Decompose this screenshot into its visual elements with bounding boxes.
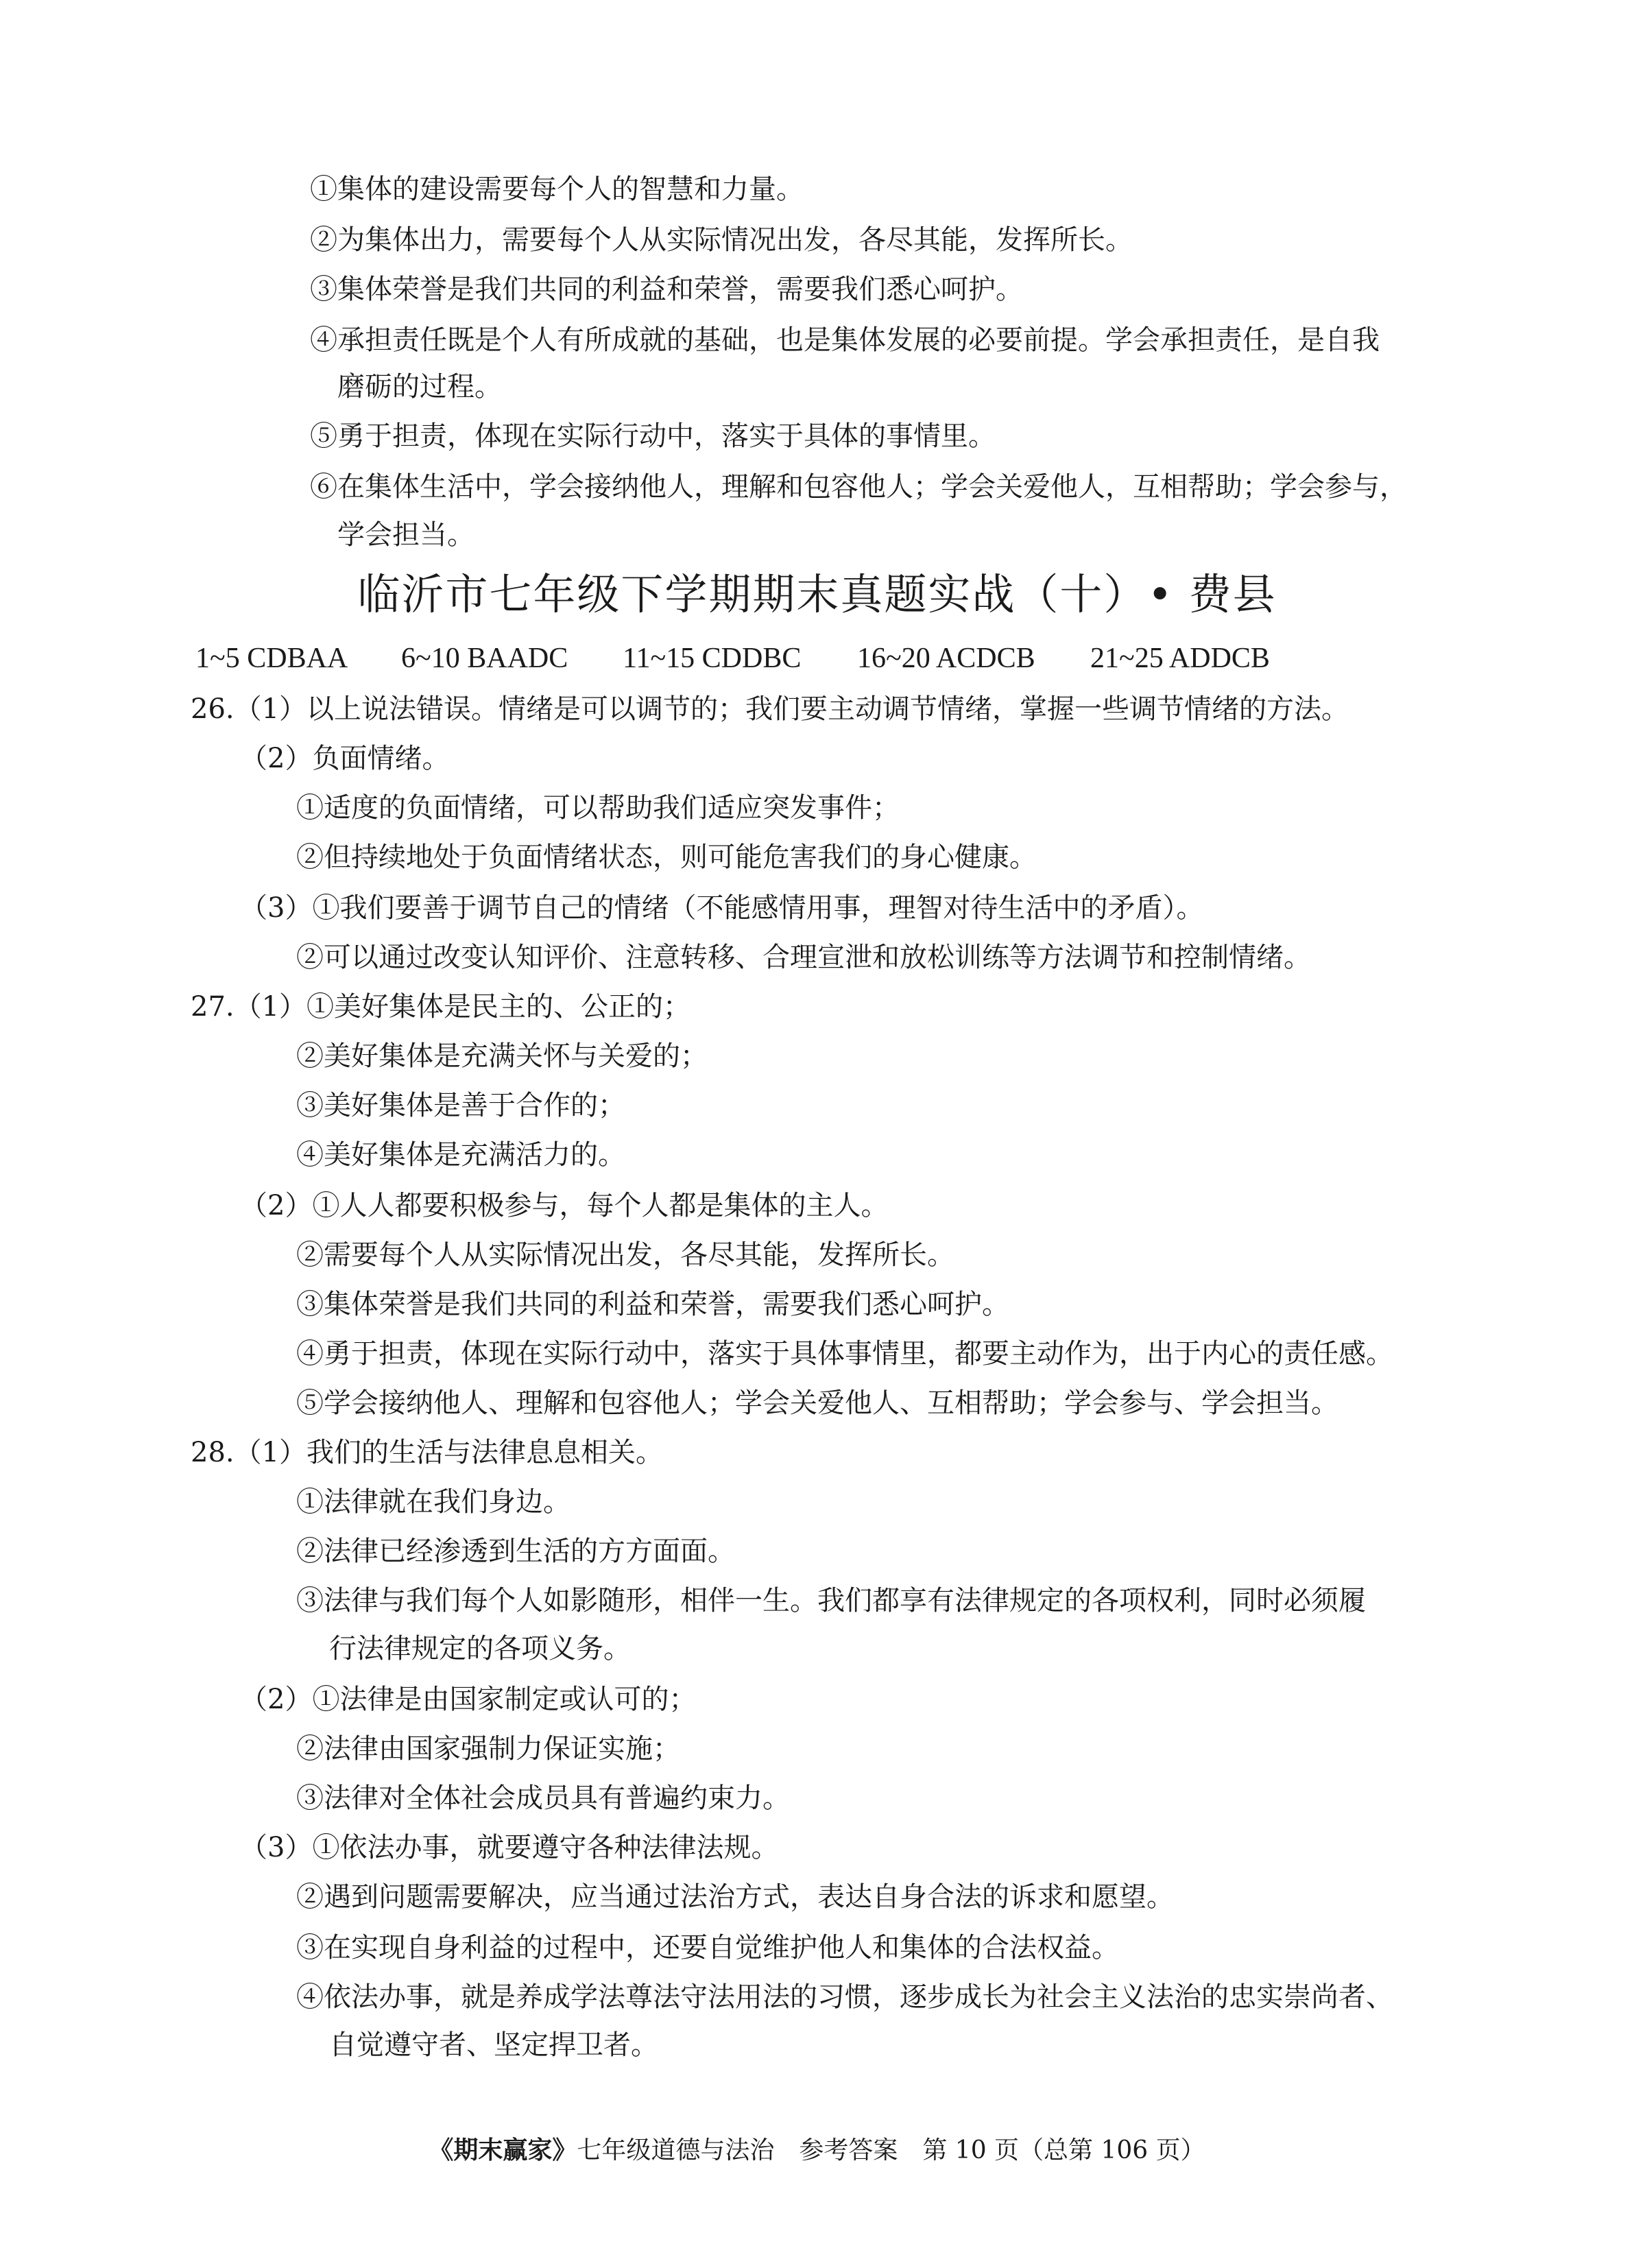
q28-part1-item2: ②法律已经渗透到生活的方方面面。	[296, 1536, 735, 1567]
choice-answer-group: 21~25 ADDCB	[1090, 643, 1270, 674]
q28-part3-item4: ④依法办事，就是养成学法尊法守法用法的习惯，逐步成长为社会主义法治的忠实崇尚者、	[296, 1981, 1393, 2013]
q28-part2: （2）①法律是由国家制定或认可的；	[240, 1684, 697, 1715]
q26-part2: （2）负面情绪。	[240, 743, 450, 774]
q28-part1-item3-cont: 行法律规定的各项义务。	[329, 1633, 631, 1664]
q27-part2-item4: ④勇于担责，体现在实际行动中，落实于具体事情里，都要主动作为，出于内心的责任感。	[296, 1338, 1393, 1370]
q28-part2-item3: ③法律对全体社会成员具有普遍约束力。	[296, 1782, 790, 1814]
q27-part1: 27.（1）①美好集体是民主的、公正的；	[191, 991, 691, 1023]
footer-book-title: 《期末赢家》	[429, 2136, 577, 2164]
q28-part2-item2: ②法律由国家强制力保证实施；	[296, 1733, 680, 1765]
q26-part2-item1: ①适度的负面情绪，可以帮助我们适应突发事件；	[296, 792, 900, 824]
top-item-3: ③集体荣誉是我们共同的利益和荣誉，需要我们悉心呵护。	[310, 274, 1023, 305]
section-title: 临沂市七年级下学期期末真题实战（十）• 费县	[357, 569, 1277, 619]
q26-part3: （3）①我们要善于调节自己的情绪（不能感情用事，理智对待生活中的矛盾）。	[240, 892, 1204, 924]
q27-part2-item2: ②需要每个人从实际情况出发，各尽其能，发挥所长。	[296, 1239, 954, 1271]
q28-part3-item2: ②遇到问题需要解决，应当通过法治方式，表达自身合法的诉求和愿望。	[296, 1881, 1174, 1913]
choice-answer-group: 6~10 BAADC	[401, 643, 568, 674]
q28-part3: （3）①依法办事，就要遵守各种法律法规。	[240, 1832, 779, 1863]
q27-part2: （2）①人人都要积极参与，每个人都是集体的主人。	[240, 1190, 889, 1221]
q27-part2-item3: ③集体荣誉是我们共同的利益和荣誉，需要我们悉心呵护。	[296, 1289, 1009, 1320]
top-item-6: ⑥在集体生活中，学会接纳他人，理解和包容他人；学会关爱他人，互相帮助；学会参与，	[310, 471, 1407, 503]
q27-part2-item5: ⑤学会接纳他人、理解和包容他人；学会关爱他人、互相帮助；学会参与、学会担当。	[296, 1387, 1338, 1419]
top-item-1: ①集体的建设需要每个人的智慧和力量。	[310, 174, 804, 205]
q27-part1-item4: ④美好集体是充满活力的。	[296, 1139, 625, 1171]
top-item-6-cont: 学会担当。	[337, 519, 474, 551]
q26-part2-item2: ②但持续地处于负面情绪状态，则可能危害我们的身心健康。	[296, 841, 1037, 873]
q26-part1: 26.（1）以上说法错误。情绪是可以调节的；我们要主动调节情绪，掌握一些调节情绪的方法。	[191, 693, 1349, 725]
q28-part1-item1: ①法律就在我们身边。	[296, 1486, 570, 1518]
q27-part1-item2: ②美好集体是充满关怀与关爱的；	[296, 1040, 708, 1072]
top-item-4: ④承担责任既是个人有所成就的基础，也是集体发展的必要前提。学会承担责任，是自我	[310, 324, 1380, 356]
top-item-2: ②为集体出力，需要每个人从实际情况出发，各尽其能，发挥所长。	[310, 224, 1133, 256]
top-item-5: ⑤勇于担责，体现在实际行动中，落实于具体的事情里。	[310, 420, 996, 452]
footer-page-info: 七年级道德与法治 参考答案 第 10 页（总第 106 页）	[577, 2136, 1205, 2164]
q28-part3-item4-cont: 自觉遵守者、坚定捍卫者。	[329, 2029, 658, 2061]
q28-part1-item3: ③法律与我们每个人如影随形，相伴一生。我们都享有法律规定的各项权利，同时必须履	[296, 1585, 1366, 1616]
choice-answer-group: 1~5 CDBAA	[195, 643, 348, 674]
q28-part3-item3: ③在实现自身利益的过程中，还要自觉维护他人和集体的合法权益。	[296, 1932, 1119, 1963]
top-item-4-cont: 磨砺的过程。	[337, 371, 502, 403]
q28-part1: 28.（1）我们的生活与法律息息相关。	[191, 1437, 664, 1468]
choice-answer-group: 11~15 CDDBC	[623, 643, 802, 674]
q26-part3-item2: ②可以通过改变认知评价、注意转移、合理宣泄和放松训练等方法调节和控制情绪。	[296, 942, 1311, 973]
choice-answer-group: 16~20 ACDCB	[857, 643, 1035, 674]
page-footer	[0, 2133, 1634, 2168]
q27-part1-item3: ③美好集体是善于合作的；	[296, 1090, 625, 1121]
